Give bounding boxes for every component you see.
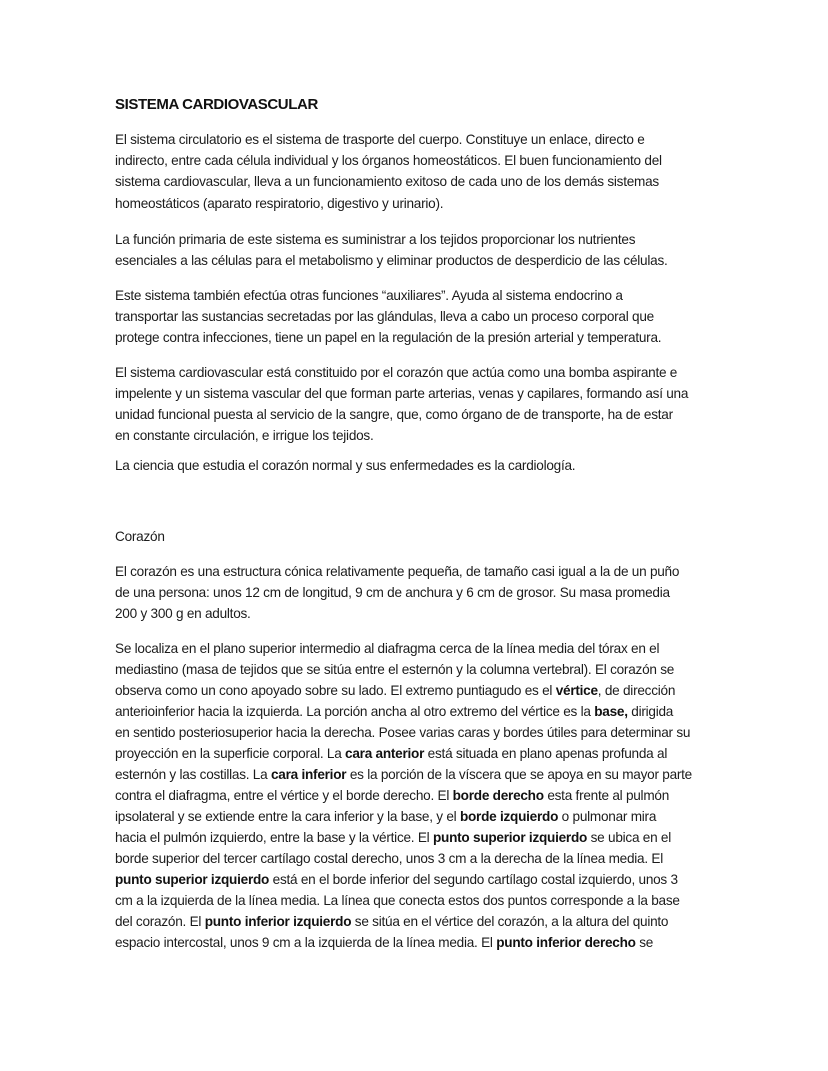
bold-term: punto superior izquierdo [432,830,588,845]
text-line [115,683,675,699]
text-line [115,662,674,678]
text-line [115,330,661,346]
text-run: está situada en plano apenas profunda al [424,746,668,761]
text-run: sistema cardiovascular, lleva a un funcionamiento exitoso de cada uno de los demás sistemas [115,174,659,189]
text-run: esternón y las costillas. La [115,767,271,782]
text-run: Se localiza en el plano superior intermedio al diafragma cerca de la línea media del tórax en el [115,641,660,656]
text-line [115,893,680,909]
text-run: anterioinferior hacia la izquierda. La porción ancha al otro extremo del vértice es la [115,704,595,719]
text-run: impelente y un sistema vascular del que forman parte arterias, venas y capilares, formando así una [115,386,689,401]
text-run: se [635,935,654,950]
text-run: esta frente al pulmón [543,788,670,803]
text-line [115,585,670,601]
text-run: Corazón [115,529,165,544]
text-run: La función primaria de este sistema es suministrar a los tejidos proporcionar los nutrientes [115,232,636,247]
text-run: o pulmonar mira [558,809,657,824]
text-run: protege contra infecciones, tiene un papel en la regulación de la presión arterial y temperatura. [115,330,662,345]
text-line [115,935,653,951]
text-line [115,788,669,804]
text-run: observa como un cono apoyado sobre su lado. El extremo puntiagudo es el [115,683,556,698]
text-line [115,365,677,381]
text-run: en sentido posteriosuperior hacia la derecha. Posee varias caras y bordes útiles para determinar su [115,725,691,740]
text-line [115,914,668,930]
text-run: proyección en la superficie corporal. La [115,746,346,761]
bold-term: base, [594,704,628,719]
text-run: Este sistema también efectúa otras funciones “auxiliares”. Ayuda al sistema endocrino a [115,288,623,303]
text-line [115,606,251,622]
text-run: del corazón. El [115,914,205,929]
text-line [115,458,575,474]
text-run: está en el borde inferior del segundo cartílago costal izquierdo, unos 3 [269,872,678,887]
text-line [115,196,443,212]
text-run: contra el diafragma, entre el vértice y el borde derecho. El [115,788,453,803]
section-heading [115,529,165,545]
text-run: La ciencia que estudia el corazón normal y sus enfermedades es la cardiología. [115,458,576,473]
bold-term: borde izquierdo [459,809,559,824]
text-run: es la porción de la víscera que se apoya en su mayor parte [346,767,692,782]
text-run: borde superior del tercer cartílago costal derecho, unos 3 cm a la derecha de la línea media. El [115,851,664,866]
document-title: SISTEMA CARDIOVASCULAR [115,96,318,113]
text-line [115,767,692,783]
text-line [115,851,663,867]
text-run: El sistema circulatorio es el sistema de trasporte del cuerpo. Constituye un enlace, directo e [115,132,645,147]
text-run: El sistema cardiovascular está constituido por el corazón que actúa como una bomba aspirante e [115,365,678,380]
text-line [115,253,668,269]
text-run: ipsolateral y se extiende entre la cara inferior y la base, y el [115,809,460,824]
text-line [115,153,662,169]
text-run: unidad funcional puesta al servicio de la sangre, que, como órgano de de transporte, ha de estar [115,407,673,422]
bold-term: punto inferior derecho [496,935,636,950]
text-run: , de dirección [597,683,676,698]
text-line [115,725,690,741]
text-run: indirecto, entre cada célula individual y los órganos homeostáticos. El buen funcionamiento del [115,153,662,168]
bold-term: cara inferior [270,767,347,782]
text-line [115,386,688,402]
text-run: transportar las sustancias secretadas por las glándulas, lleva a cabo un proceso corporal que [115,309,654,324]
text-line [115,309,654,325]
text-line [115,174,659,190]
text-run: de una persona: unos 12 cm de longitud, 9 cm de anchura y 6 cm de grosor. Su masa promedia [115,585,670,600]
text-line [115,746,667,762]
text-line [115,704,673,720]
bold-term: borde derecho [452,788,544,803]
text-line [115,288,623,304]
text-line [115,132,645,148]
bold-term: cara anterior [345,746,425,761]
text-line [115,872,678,888]
bold-term: punto superior izquierdo [115,872,270,887]
text-run: cm a la izquierda de la línea media. La línea que conecta estos dos puntos corresponde a la base [115,893,680,908]
text-line [115,232,635,248]
text-run: homeostáticos (aparato respiratorio, digestivo y urinario). [115,196,444,211]
text-run: se ubica en el [587,830,672,845]
text-line [115,564,679,580]
text-run: 200 y 300 g en adultos. [115,606,251,621]
bold-term: punto inferior izquierdo [204,914,352,929]
bold-term: vértice [555,683,598,698]
text-run: dirigida [627,704,674,719]
text-line [115,641,659,657]
text-run: esenciales a las células para el metabolismo y eliminar productos de desperdicio de las células. [115,253,668,268]
text-run: espacio intercostal, unos 9 cm a la izquierda de la línea media. El [115,935,497,950]
text-run: El corazón es una estructura cónica relativamente pequeña, de tamaño casi igual a la de un puño [115,564,680,579]
text-run: hacia el pulmón izquierdo, entre la base y la vértice. El [115,830,433,845]
text-line [115,407,673,423]
text-line [115,830,671,846]
text-line [115,809,656,825]
text-line [115,428,374,444]
text-run: se sitúa en el vértice del corazón, a la altura del quinto [351,914,669,929]
text-run: mediastino (masa de tejidos que se sitúa entre el esternón y la columna vertebral). El corazón se [115,662,675,677]
text-run: en constante circulación, e irrigue los tejidos. [115,428,374,443]
